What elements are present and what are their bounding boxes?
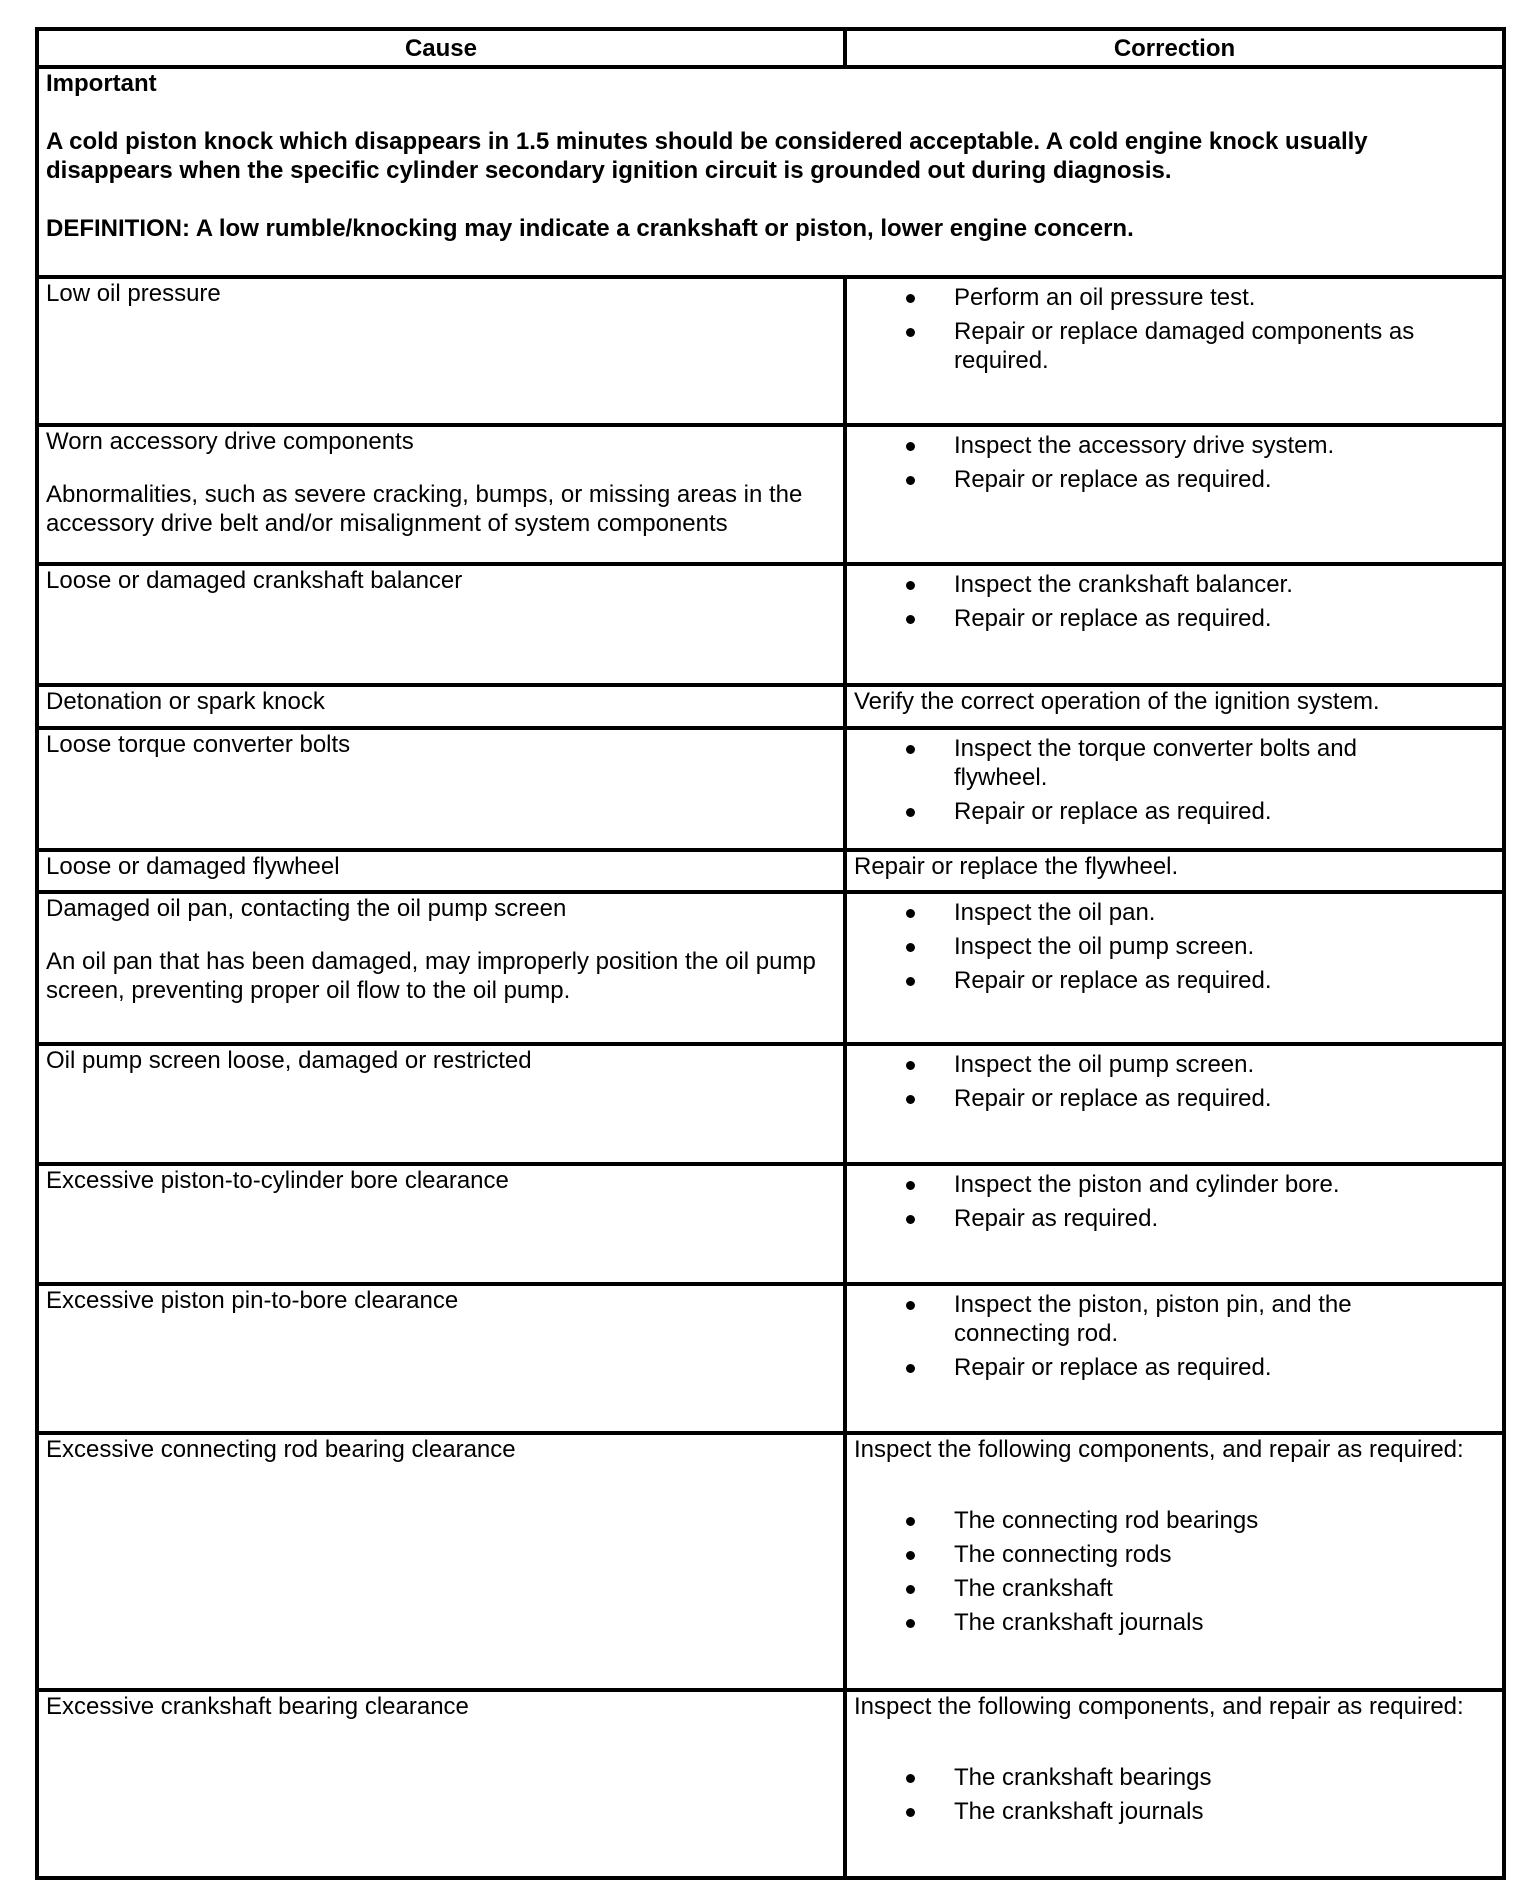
correction-step: Repair or replace as required. [954,798,1272,825]
correction-list-item [854,1204,1495,1233]
bullet-icon [906,581,915,590]
correction-list [854,1763,1495,1826]
cause-text: Excessive crankshaft bearing clearance [46,1693,469,1720]
correction-step: Inspect the torque converter bolts and flywheel. [954,735,1357,791]
cause-text: Excessive piston pin-to-bore clearance [46,1287,459,1314]
bullet-icon [906,1551,915,1560]
correction-step: Inspect the piston, piston pin, and the connecting rod. [954,1291,1352,1347]
correction-text: Repair or replace the flywheel. [854,853,1179,880]
correction-list-item [854,1050,1495,1079]
cause-cell [37,1164,845,1284]
correction-list-item [854,283,1495,312]
important-note [37,67,1504,277]
correction-step: Perform an oil pressure test. [954,284,1256,311]
cause-cell [37,728,845,850]
table-row [37,1284,1504,1433]
cause-text: Oil pump screen loose, damaged or restricted [46,1047,532,1074]
correction-list-item [854,1540,1495,1569]
correction-step: Inspect the accessory drive system. [954,432,1335,459]
bullet-icon [906,328,915,337]
bullet-icon [906,977,915,986]
cause-cell [37,425,845,564]
bullet-icon [906,476,915,485]
cause-text: Excessive connecting rod bearing clearance [46,1436,516,1463]
correction-list-item [854,1763,1495,1792]
correction-cell [845,425,1504,564]
correction-list-item [854,797,1495,826]
correction-list [854,1506,1495,1637]
correction-list [854,431,1495,494]
table-body [37,67,1504,1878]
correction-step: The crankshaft journals [954,1609,1204,1636]
correction-step: Inspect the oil pan. [954,899,1156,926]
correction-list-item [854,1353,1495,1382]
cause-cell [37,277,845,425]
correction-list-item [854,1506,1495,1535]
correction-list [854,1050,1495,1113]
bullet-icon [906,1585,915,1594]
correction-step: Repair or replace damaged components as required. [954,318,1415,374]
bullet-icon [906,442,915,451]
correction-cell [845,892,1504,1044]
header-row [37,29,1504,67]
cause-cell [37,1433,845,1690]
cause-text: Low oil pressure [46,280,221,307]
diagnostic-table [35,27,1506,1880]
note-definition: DEFINITION: A low rumble/knocking may indicate a crankshaft or piston, lower engine concern. [46,215,1134,242]
correction-list-item [854,570,1495,599]
correction-step: Inspect the oil pump screen. [954,933,1255,960]
cause-text: Excessive piston-to-cylinder bore clearance [46,1167,509,1194]
cause-cell [37,685,845,728]
bullet-icon [906,1619,915,1628]
header-correction: Correction [845,29,1504,67]
table-row [37,728,1504,850]
correction-text: Verify the correct operation of the ignition system. [854,688,1380,715]
header-cause: Cause [37,29,845,67]
bullet-icon [906,943,915,952]
bullet-icon [906,745,915,754]
correction-step: Repair or replace as required. [954,466,1272,493]
bullet-icon [906,1215,915,1224]
table-row [37,1690,1504,1878]
correction-step: Repair or replace as required. [954,605,1272,632]
correction-cell [845,685,1504,728]
correction-step: Repair as required. [954,1205,1159,1232]
correction-list-item [854,1608,1495,1637]
correction-cell [845,277,1504,425]
cause-cell [37,892,845,1044]
table-row [37,850,1504,892]
correction-list-item [854,734,1495,792]
correction-list-item [854,1797,1495,1826]
correction-list [854,1290,1495,1382]
table-row [37,1044,1504,1164]
cause-cell [37,1284,845,1433]
correction-list [854,898,1495,995]
cause-cell [37,564,845,685]
table-row [37,685,1504,728]
note-line-2: disappears when the specific cylinder secondary ignition circuit is grounded out during diagnosis. [46,157,1172,184]
bullet-icon [906,1301,915,1310]
correction-intro: Inspect the following components, and repair as required: [854,1693,1464,1720]
bullet-icon [906,1181,915,1190]
cause-cell [37,1044,845,1164]
correction-cell [845,1044,1504,1164]
cause-text: Worn accessory drive components [46,428,414,455]
bullet-icon [906,1061,915,1070]
correction-list [854,734,1495,826]
correction-list-item [854,1574,1495,1603]
correction-cell [845,1164,1504,1284]
correction-list-item [854,1170,1495,1199]
correction-step: The crankshaft bearings [954,1764,1212,1791]
table-row [37,1164,1504,1284]
correction-list-item [854,604,1495,633]
correction-list [854,283,1495,375]
correction-cell [845,1433,1504,1690]
correction-intro: Inspect the following components, and repair as required: [854,1436,1464,1463]
cause-cell [37,1690,845,1878]
bullet-icon [906,909,915,918]
correction-list-item [854,465,1495,494]
cause-text: Loose or damaged flywheel [46,853,340,880]
correction-step: Inspect the oil pump screen. [954,1051,1255,1078]
bullet-icon [906,1517,915,1526]
correction-step: The connecting rods [954,1541,1172,1568]
note-line-1: A cold piston knock which disappears in 1.5 minutes should be considered acceptable. A cold engine knock usually [46,128,1368,155]
cause-detail: An oil pan that has been damaged, may improperly position the oil pump screen, preventing proper oil flow to the oil pump. [46,948,816,1004]
bullet-icon [906,1095,915,1104]
correction-step: Repair or replace as required. [954,1354,1272,1381]
table-row [37,277,1504,425]
correction-list-item [854,966,1495,995]
table-row [37,1433,1504,1690]
bullet-icon [906,615,915,624]
cause-text: Detonation or spark knock [46,688,325,715]
correction-step: Repair or replace as required. [954,967,1272,994]
correction-cell [845,1284,1504,1433]
note-row [37,67,1504,277]
bullet-icon [906,294,915,303]
correction-step: Repair or replace as required. [954,1085,1272,1112]
correction-cell [845,1690,1504,1878]
correction-step: Inspect the crankshaft balancer. [954,571,1293,598]
cause-text: Loose or damaged crankshaft balancer [46,567,463,594]
correction-list-item [854,1290,1495,1348]
cause-text: Damaged oil pan, contacting the oil pump screen [46,895,567,922]
note-heading: Important [46,70,157,97]
correction-list-item [854,932,1495,961]
correction-list-item [854,317,1495,375]
bullet-icon [906,808,915,817]
correction-step: The crankshaft journals [954,1798,1204,1825]
correction-step: Inspect the piston and cylinder bore. [954,1171,1340,1198]
correction-list-item [854,1084,1495,1113]
correction-cell [845,564,1504,685]
bullet-icon [906,1774,915,1783]
correction-list-item [854,898,1495,927]
correction-cell [845,728,1504,850]
correction-step: The crankshaft [954,1575,1113,1602]
table-row [37,892,1504,1044]
cause-cell [37,850,845,892]
correction-list-item [854,431,1495,460]
correction-step: The connecting rod bearings [954,1507,1259,1534]
cause-detail: Abnormalities, such as severe cracking, bumps, or missing areas in the accessory drive belt and/or misalignment of system components [46,481,803,537]
correction-list [854,570,1495,633]
cause-text: Loose torque converter bolts [46,731,351,758]
table-row [37,425,1504,564]
bullet-icon [906,1364,915,1373]
bullet-icon [906,1808,915,1817]
correction-cell [845,850,1504,892]
correction-list [854,1170,1495,1233]
table-row [37,564,1504,685]
